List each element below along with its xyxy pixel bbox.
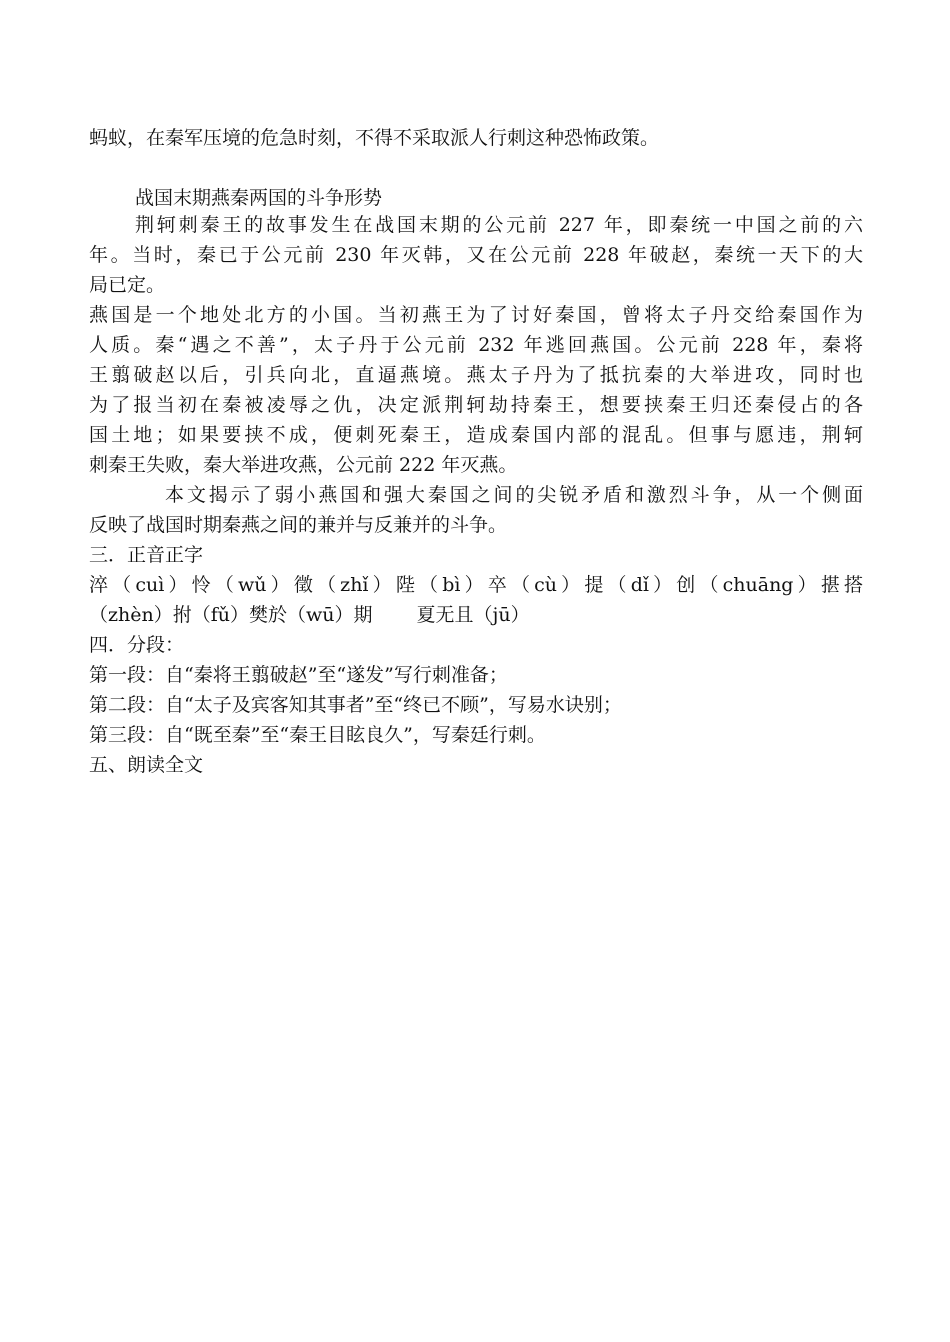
section-heading: 战国末期燕秦两国的斗争形势 (135, 187, 383, 209)
paragraph-line: 人质。秦“遇之不善”，太子丹于公元前 232 年逃回燕国。公元前 228 年，秦将 (89, 334, 863, 356)
outline-item: 第一段：自“秦将王翦破赵”至“遂发”写行刺准备； (89, 664, 508, 686)
paragraph-line: 王翦破赵以后，引兵向北，直逼燕境。燕太子丹为了抵抗秦的大举进攻，同时也 (89, 364, 863, 386)
paragraph-line: 荆轲刺秦王的故事发生在战国末期的公元前 227 年，即秦统一中国之前的六 (135, 214, 863, 236)
section-heading: 四．分段： (89, 634, 185, 656)
pronunciation-line (89, 600, 530, 630)
outline-item: 第二段：自“太子及宾客知其事者”至“终已不顾”，写易水诀别； (89, 694, 622, 716)
paragraph-line: 年。当时，秦已于公元前 230 年灭韩，又在公元前 228 年破赵，秦统一天下的大 (89, 244, 863, 266)
paragraph-line: 刺秦王失败，秦大举进攻燕，公元前 222 年灭燕。 (89, 454, 518, 476)
paragraph-line: 反映了战国时期秦燕之间的兼并与反兼并的斗争。 (89, 514, 508, 536)
section-heading: 五、朗读全文 (89, 754, 204, 776)
paragraph-line: 国土地；如果要挟不成，便刺死秦王，造成秦国内部的混乱。但事与愿违，荆轲 (89, 424, 863, 446)
pronunciation-segment: 夏无且（jū） (416, 604, 530, 626)
pronunciation-line: 淬（cuì）怜（wǔ）徵（zhǐ）陛（bì）卒（cù）提（dǐ）创（chuāng）揕搭 (89, 574, 863, 596)
paragraph-line: 局已定。 (89, 274, 166, 296)
paragraph-line: 为了报当初在秦被凌辱之仇，决定派荆轲劫持秦王，想要挟秦王归还秦侵占的各 (89, 394, 863, 416)
paragraph-line: 本文揭示了弱小燕国和强大秦国之间的尖锐矛盾和激烈斗争，从一个侧面 (165, 484, 863, 506)
section-heading: 三．正音正字 (89, 544, 204, 566)
paragraph-line: 蚂蚁，在秦军压境的危急时刻，不得不采取派人行刺这种恐怖政策。 (89, 127, 660, 149)
paragraph-line: 燕国是一个地处北方的小国。当初燕王为了讨好秦国，曾将太子丹交给秦国作为 (89, 304, 863, 326)
outline-item: 第三段：自“既至秦”至“秦王目眩良久”，写秦廷行刺。 (89, 724, 546, 746)
pronunciation-segment: （zhèn）拊（fǔ）樊於（wū）期 (89, 604, 373, 626)
